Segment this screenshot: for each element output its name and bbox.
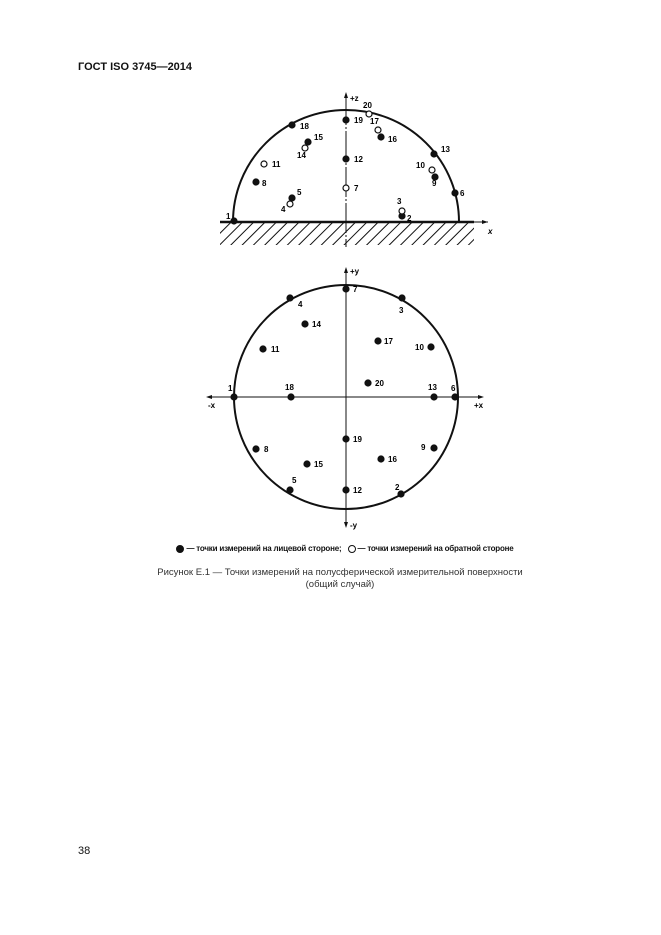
point-label-18: 18: [300, 122, 309, 131]
point-label-1: 1: [226, 212, 231, 221]
z-axis-label: +z: [350, 94, 359, 103]
point-label-8: 8: [264, 445, 269, 454]
point-label-8: 8: [262, 179, 267, 188]
filled-measurement-point-1: [231, 218, 237, 224]
plan-y-up-label: +y: [350, 267, 360, 276]
filled-measurement-point-8: [253, 446, 259, 452]
ground-hatching: [220, 223, 474, 245]
point-label-16: 16: [388, 135, 397, 144]
open-measurement-point-17: [375, 127, 381, 133]
point-label-15: 15: [314, 133, 323, 142]
page-number: 38: [78, 845, 91, 857]
point-label-17: 17: [370, 117, 379, 126]
open-measurement-point-10: [429, 167, 435, 173]
point-label-1: 1: [228, 384, 233, 393]
point-label-14: 14: [312, 320, 321, 329]
filled-measurement-point-12: [343, 156, 349, 162]
legend-open-text: — точки измерений на обратной стороне: [357, 544, 514, 553]
filled-measurement-point-4: [287, 295, 293, 301]
point-label-11: 11: [271, 345, 280, 354]
filled-measurement-point-20: [365, 380, 371, 386]
plan-x-left-label: -x: [208, 401, 216, 410]
filled-measurement-point-14: [302, 321, 308, 327]
open-point-symbol: [348, 545, 356, 553]
point-label-10: 10: [416, 161, 425, 170]
point-label-9: 9: [432, 179, 437, 188]
open-measurement-point-3: [399, 208, 405, 214]
point-label-19: 19: [353, 435, 362, 444]
filled-measurement-point-15: [305, 139, 311, 145]
point-label-19: 19: [354, 116, 363, 125]
caption-line-2: (общий случай): [305, 579, 375, 590]
point-label-5: 5: [297, 188, 302, 197]
filled-measurement-point-15: [304, 461, 310, 467]
filled-measurement-point-8: [253, 179, 259, 185]
legend-filled-text: — точки измерений на лицевой стороне;: [186, 544, 342, 553]
point-label-16: 16: [388, 455, 397, 464]
point-label-10: 10: [415, 343, 424, 352]
filled-measurement-point-6: [452, 394, 458, 400]
point-label-3: 3: [399, 306, 404, 315]
plan-y-down-label: -y: [350, 521, 358, 530]
point-label-9: 9: [421, 443, 426, 452]
figure-caption: [110, 567, 570, 591]
plan-x-right-label: +x: [474, 401, 484, 410]
filled-measurement-point-18: [289, 122, 295, 128]
document-header: ГОСТ ISO 3745—2014: [78, 61, 193, 73]
point-label-2: 2: [395, 483, 400, 492]
point-label-11: 11: [272, 160, 281, 169]
x-axis-label: x: [488, 227, 493, 236]
point-label-13: 13: [441, 145, 450, 154]
point-label-15: 15: [314, 460, 323, 469]
filled-measurement-point-5: [289, 195, 295, 201]
filled-measurement-point-19: [343, 436, 349, 442]
filled-measurement-point-3: [399, 295, 405, 301]
filled-measurement-point-9: [431, 445, 437, 451]
filled-measurement-point-6: [452, 190, 458, 196]
filled-measurement-point-1: [231, 394, 237, 400]
filled-measurement-point-13: [431, 151, 437, 157]
point-label-20: 20: [375, 379, 384, 388]
filled-measurement-point-5: [287, 487, 293, 493]
open-measurement-point-11: [261, 161, 267, 167]
open-measurement-point-4: [287, 201, 293, 207]
point-label-14: 14: [297, 151, 306, 160]
caption-line-1: Рисунок Е.1 — Точки измерений на полусферической измерительной поверхности: [157, 567, 523, 578]
open-measurement-point-7: [343, 185, 349, 191]
filled-measurement-point-16: [378, 456, 384, 462]
point-label-6: 6: [460, 189, 465, 198]
point-label-20: 20: [363, 101, 372, 110]
point-label-7: 7: [353, 285, 358, 294]
filled-measurement-point-18: [288, 394, 294, 400]
point-label-12: 12: [354, 155, 363, 164]
filled-measurement-point-17: [375, 338, 381, 344]
filled-measurement-point-13: [431, 394, 437, 400]
point-label-5: 5: [292, 476, 297, 485]
filled-measurement-point-16: [378, 134, 384, 140]
point-label-7: 7: [354, 184, 359, 193]
filled-point-symbol: [176, 545, 184, 553]
filled-measurement-point-11: [260, 346, 266, 352]
point-label-12: 12: [353, 486, 362, 495]
point-label-3: 3: [397, 197, 402, 206]
filled-measurement-point-12: [343, 487, 349, 493]
open-measurement-point-20: [366, 111, 372, 117]
point-label-6: 6: [451, 384, 456, 393]
point-label-18: 18: [285, 383, 294, 392]
point-label-2: 2: [407, 214, 412, 223]
filled-measurement-point-19: [343, 117, 349, 123]
point-label-4: 4: [281, 205, 286, 214]
point-label-17: 17: [384, 337, 393, 346]
point-label-4: 4: [298, 300, 303, 309]
filled-measurement-point-7: [343, 286, 349, 292]
point-label-13: 13: [428, 383, 437, 392]
filled-measurement-point-10: [428, 344, 434, 350]
legend: [150, 544, 540, 553]
